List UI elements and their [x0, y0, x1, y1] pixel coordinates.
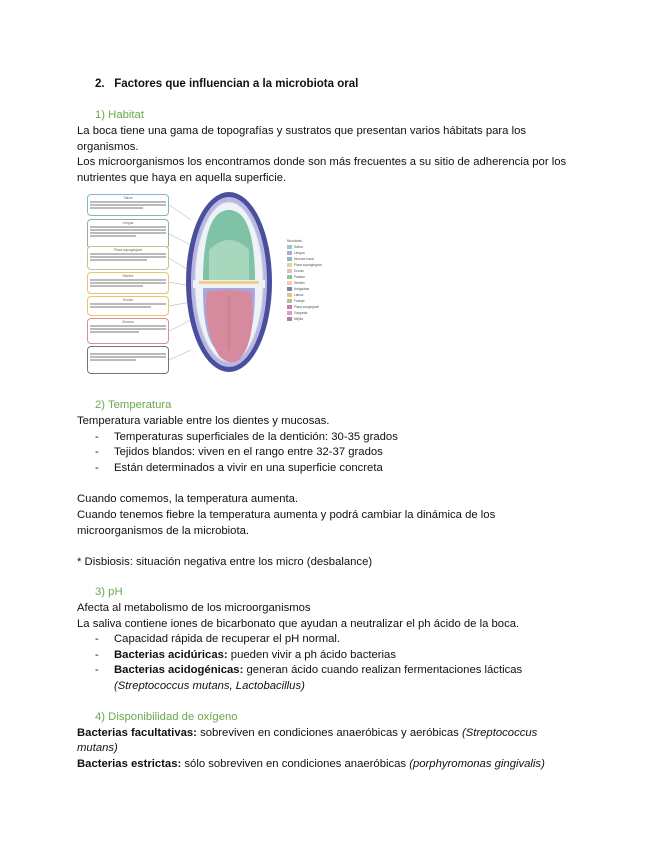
legend-swatch	[287, 305, 292, 309]
bullet-item: - Temperaturas superficiales de la dentición: 30-35 grados	[95, 431, 398, 443]
habitat-heading: 1) Habitat	[95, 109, 144, 121]
ph-line-2: La saliva contiene iones de bicarbonato que ayudan a neutralizar el ph ácido de la boca.	[77, 618, 520, 630]
legend-swatch	[287, 269, 292, 273]
temperatura-intro: Temperatura variable entre los dientes y mucosas.	[77, 415, 330, 427]
legend-label: Mucosa bucal	[294, 257, 314, 261]
temperatura-paragraph-2a: Cuando tenemos fiebre la temperatura aumenta y podrá cambiar la dinámica de los	[77, 509, 496, 521]
legend-swatch	[287, 293, 292, 297]
temperatura-paragraph-2b: microorganismos de la microbiota.	[77, 525, 250, 537]
bullet-item: - Capacidad rápida de recuperar el pH normal.	[95, 633, 341, 645]
legend-swatch	[287, 299, 292, 303]
facultativas-example: mutans)	[77, 742, 118, 754]
legend-label: Dientes	[294, 281, 305, 285]
figure-label-box: Encías	[87, 296, 169, 316]
legend-title: Microbiota	[287, 239, 302, 243]
legend-swatch	[287, 275, 292, 279]
heading-text: Factores que influencian a la microbiota oral	[114, 78, 359, 90]
estrictas-line: Bacterias estrictas: sólo sobreviven en condiciones anaeróbicas (porphyromonas gingivalis)	[77, 758, 545, 770]
oxigeno-heading: 4) Disponibilidad de oxígeno	[95, 711, 238, 723]
legend-label: Labios	[294, 293, 304, 297]
habitat-paragraph-1a: La boca tiene una gama de topografías y sustratos que presentan varios hábitats para los	[77, 125, 527, 137]
figure-label-box: Saliva	[87, 194, 169, 216]
temperatura-paragraph-1: Cuando comemos, la temperatura aumenta.	[77, 493, 299, 505]
bullet-example: (Streptococcus mutans, Lactobacillus)	[114, 680, 305, 692]
mouth-illustration	[169, 190, 289, 375]
figure-label-box: Placa supragingival	[87, 246, 169, 270]
figure-legend	[287, 238, 367, 322]
legend-label: Garganta	[294, 311, 308, 315]
legend-swatch	[287, 263, 292, 267]
habitat-paragraph-2b: nutrientes que haya en aquella superficie.	[77, 172, 287, 184]
bullet-item: - Tejidos blandos: viven en el rango entre 32-37 grados	[95, 446, 383, 458]
heading-number: 2.	[95, 78, 105, 90]
legend-label: Paladar	[294, 275, 305, 279]
legend-label: Lengua	[294, 251, 305, 255]
ph-heading: 3) pH	[95, 586, 123, 598]
figure-label-box	[87, 346, 169, 374]
legend-label: Placa subgingival	[294, 305, 319, 309]
legend-swatch	[287, 245, 292, 249]
habitat-paragraph-1b: organismos.	[77, 141, 139, 153]
facultativas-line: Bacterias facultativas: sobreviven en condiciones anaeróbicas y aeróbicas (Streptococcus	[77, 727, 538, 739]
legend-swatch	[287, 311, 292, 315]
legend-swatch	[287, 287, 292, 291]
legend-swatch	[287, 257, 292, 261]
temperatura-heading: 2) Temperatura	[95, 399, 172, 411]
figure-label-box: Mucosa	[87, 318, 169, 344]
legend-item	[287, 316, 367, 322]
figure-label-box: Lengua	[87, 219, 169, 249]
oral-microbiota-figure	[87, 190, 367, 375]
bullet-item: - Bacterias acidúricas: pueden vivir a ph ácido bacterias	[95, 649, 396, 661]
legend-swatch	[287, 251, 292, 255]
bullet-item: - Bacterias acidogénicas: generan ácido cuando realizan fermentaciones lácticas	[95, 664, 523, 676]
legend-label: Faringe	[294, 299, 305, 303]
legend-label: Encías	[294, 269, 304, 273]
legend-label: Saliva	[294, 245, 303, 249]
legend-swatch	[287, 317, 292, 321]
habitat-paragraph-2a: Los microorganismos los encontramos donde son más frecuentes a su sitio de adherencia por los	[77, 156, 567, 168]
figure-label-box: Dientes	[87, 272, 169, 294]
legend-swatch	[287, 281, 292, 285]
legend-label: Placa supragingival	[294, 263, 322, 267]
disbiosis-note: * Disbiosis: situación negativa entre los micro (desbalance)	[77, 556, 373, 568]
bullet-item: - Están determinados a vivir en una superficie concreta	[95, 462, 383, 474]
legend-label: Mejilla	[294, 317, 304, 321]
ph-line-1: Afecta al metabolismo de los microorganismos	[77, 602, 311, 614]
section-heading	[95, 77, 358, 92]
legend-label: Amígdalas	[294, 287, 310, 291]
